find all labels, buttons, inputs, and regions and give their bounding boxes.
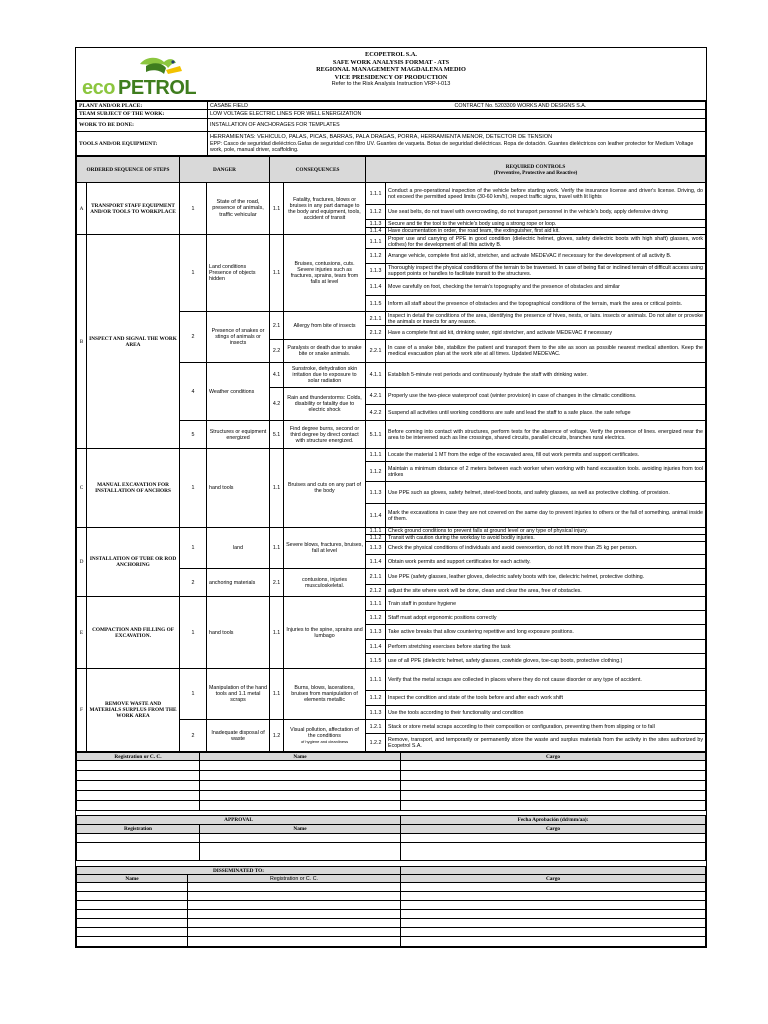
table-row xyxy=(77,235,706,249)
consequence-number: 1.1 xyxy=(270,235,284,312)
cargo-field[interactable] xyxy=(401,892,706,901)
control-text: Maintain a minimum distance of 2 meters between each worker when working with hand excavation tools. avoiding injuries from tool strikes xyxy=(386,462,706,482)
control-number: 2.1.2 xyxy=(366,585,386,597)
registration-field[interactable] xyxy=(77,781,200,791)
control-number: 1.1.1 xyxy=(366,528,386,535)
control-text: Suspend all activities until working conditions are safe and lead the staff to a safe place. the safe refuge xyxy=(386,405,706,421)
danger-number: 2 xyxy=(180,312,207,363)
control-number: 4.2.2 xyxy=(366,405,386,421)
control-text: Check ground conditions to prevent falls at ground level or any type of physical injury. xyxy=(386,528,706,535)
control-number: 1.2.1 xyxy=(366,720,386,734)
danger-number: 4 xyxy=(180,363,207,421)
control-text: Use the tools according to their functionality and condition xyxy=(386,706,706,720)
disseminated-row xyxy=(77,937,706,947)
registration-field[interactable] xyxy=(77,771,200,781)
control-text: Before coming into contact with structures, perform tests for the absence of voltage. Verify the presence of lines. energized near the area to be intervened such as line crossings, shared circuits, parallel circuits, branches rural electrics. xyxy=(386,421,706,449)
cargo-header: Cargo xyxy=(401,825,706,834)
registration-field[interactable] xyxy=(77,761,200,771)
cargo-field[interactable] xyxy=(401,843,706,861)
cargo-field[interactable] xyxy=(401,834,706,843)
name-field[interactable] xyxy=(200,801,401,811)
control-text: Transit with caution during the workday to avoid bodily injuries. xyxy=(386,535,706,542)
step-letter: E xyxy=(77,597,87,669)
control-number: 1.1.5 xyxy=(366,296,386,312)
control-number: 1.1.2 xyxy=(366,611,386,625)
col-header-consequences: CONSEQUENCES xyxy=(270,157,366,183)
name-field[interactable] xyxy=(77,883,188,892)
control-number: 1.1.4 xyxy=(366,640,386,654)
plant-label: PLANT AND/OR PLACE: xyxy=(77,102,208,110)
registration-field[interactable] xyxy=(188,892,401,901)
danger-text: Land conditions Presence of objects hidden xyxy=(207,235,270,312)
contract-value: CONTRACT No. 5203309 WORKS AND DESIGNS S.A. xyxy=(453,102,706,110)
ats-form-sheet xyxy=(75,47,707,948)
cargo-field[interactable] xyxy=(401,761,706,771)
danger-number: 1 xyxy=(180,528,207,569)
danger-text: land xyxy=(207,528,270,569)
registration-field[interactable] xyxy=(188,910,401,919)
control-number: 2.1.1 xyxy=(366,312,386,326)
approval-row xyxy=(77,843,706,861)
control-text: Staff must adopt ergonomic positions correctly xyxy=(386,611,706,625)
control-number: 2.1.2 xyxy=(366,326,386,340)
step-name: INSPECT AND SIGNAL THE WORK AREA xyxy=(87,235,180,449)
registration-field[interactable] xyxy=(188,928,401,937)
tools-line-2: EPP: Casco de seguridad dieléctrico.Gafas de seguridad con filtro UV. Guantes de vaqueta. Botas de seguridad dieléctricas. Ropa de dotación. Guantes dieléctricos con leather protector for Medium Voltage work, pole, manual driver, scaffolding. xyxy=(210,140,694,153)
control-text: Obtain work permits and support certificates for each activity. xyxy=(386,555,706,569)
disseminated-row xyxy=(77,892,706,901)
consequence-text: Bruises and cuts on any part of the body xyxy=(284,449,366,528)
cargo-field[interactable] xyxy=(401,883,706,892)
consequence-text: contusions, injuries musculoskeletal. xyxy=(284,569,366,597)
col-header-steps: ORDERED SEQUENCE OF STEPS xyxy=(77,157,180,183)
control-text: Verify that the metal scraps are collected in places where they do not cause disorder or any type of accident. xyxy=(386,669,706,691)
consequence-number: 5.1 xyxy=(270,421,284,449)
control-text: Secure and tie the tool to the vehicle's body using a strong rope or loop. xyxy=(386,220,706,228)
control-text: Use PPE such as gloves, safety helmet, steel-toed boots, and safety glasses, as well as protective clothing. of provision. xyxy=(386,482,706,504)
step-letter: A xyxy=(77,183,87,235)
control-number: 1.1.2 xyxy=(366,535,386,542)
control-number: 1.1.3 xyxy=(366,264,386,279)
danger-number: 2 xyxy=(180,569,207,597)
info-table xyxy=(76,101,706,156)
tools-label: TOOLS AND/OR EQUIPMENT: xyxy=(77,132,208,156)
control-text: In case of a snake bite, stabilize the patient and transport them to the site as soon as possible nearest medical attention. Keep the medical evacuation plan at the work site at all times. Updated MEDEVAC. xyxy=(386,340,706,363)
control-text: Take active breaks that allow countering repetitive and long exposure positions. xyxy=(386,625,706,640)
consequence-number: 1.1 xyxy=(270,669,284,720)
control-number: 1.1.4 xyxy=(366,228,386,235)
name-field[interactable] xyxy=(77,910,188,919)
disseminated-row xyxy=(77,919,706,928)
cargo-field[interactable] xyxy=(401,937,706,947)
consequence-line-small: of hygiene and cleanliness xyxy=(300,739,349,744)
plant-value: CASABE FIELD xyxy=(208,102,453,110)
cargo-field[interactable] xyxy=(401,801,706,811)
registration-field[interactable] xyxy=(77,801,200,811)
control-number: 4.2.1 xyxy=(366,388,386,405)
work-label: WORK TO BE DONE: xyxy=(77,119,208,132)
control-number: 2.1.1 xyxy=(366,569,386,585)
consequence-number: 2.1 xyxy=(270,569,284,597)
danger-text: anchoring materials xyxy=(207,569,270,597)
approval-row xyxy=(77,834,706,843)
control-number: 1.1.1 xyxy=(366,449,386,462)
team-label: TEAM SUBJECT OF THE WORK: xyxy=(77,110,208,119)
danger-text: hand tools xyxy=(207,449,270,528)
analysis-table xyxy=(76,156,706,752)
instruction-reference: Refer to the Risk Analysis Instruction VRP-I-013 xyxy=(331,81,451,88)
table-row xyxy=(77,449,706,462)
registration-field[interactable] xyxy=(188,919,401,928)
control-number: 1.1.4 xyxy=(366,555,386,569)
danger-text: State of the road, presence of animals, traffic vehicular xyxy=(207,183,270,235)
consequence-line: Visual pollution, affectation of the conditions xyxy=(290,727,359,739)
col-header-danger: DANGER xyxy=(180,157,270,183)
control-text: Perform stretching exercises before starting the task xyxy=(386,640,706,654)
registration-field[interactable] xyxy=(77,834,200,843)
col-header-controls xyxy=(366,157,706,183)
cargo-field[interactable] xyxy=(401,901,706,910)
registration-table xyxy=(76,752,706,811)
consequence-text: Burns, blows, lacerations, bruises from manipulation of elements metallic xyxy=(284,669,366,720)
name-field[interactable] xyxy=(200,843,401,861)
control-number: 1.1.3 xyxy=(366,542,386,555)
disseminated-blank xyxy=(401,867,706,875)
consequence-text: Paralysis or death due to snake bite or snake animals. xyxy=(284,340,366,363)
disseminated-title: DISSEMINATED TO: xyxy=(77,867,401,875)
control-text: Use seat belts, do not travel with overcrowding, do not transport personnel in the vehicle's body, apply defensive driving xyxy=(386,205,706,220)
control-text: Move carefully on foot, checking the terrain's topography and the presence of obstacles and similar xyxy=(386,279,706,296)
registration-field[interactable] xyxy=(188,901,401,910)
tools-line-1: HERRAMIENTAS: VEHICULO, PALAS, PICAS, BARRAS, PALA DRAGAS, PORRA, HERRAMIENTA MENOR, DETECTOR DE TENSION xyxy=(210,134,553,141)
danger-text: Structures or equipment energized xyxy=(207,421,270,449)
controls-title: REQUIRED CONTROLS xyxy=(505,163,566,170)
control-number: 1.1.4 xyxy=(366,504,386,528)
name-field[interactable] xyxy=(200,834,401,843)
danger-number: 5 xyxy=(180,421,207,449)
consequence-text: Allergy from bite of insects xyxy=(284,312,366,340)
control-number: 1.1.2 xyxy=(366,249,386,264)
table-row xyxy=(77,528,706,535)
cargo-field[interactable] xyxy=(401,791,706,801)
control-number: 1.1.1 xyxy=(366,669,386,691)
control-number: 1.1.1 xyxy=(366,183,386,205)
consequence-number: 1.1 xyxy=(270,528,284,569)
name-field[interactable] xyxy=(77,928,188,937)
name-header: Name xyxy=(200,825,401,834)
consequence-number: 1.1 xyxy=(270,597,284,669)
control-text: Establish 5-minute rest periods and continuously hydrate the staff with drinking water. xyxy=(386,363,706,388)
control-text: use of all PPE (dielectric helmet, safety glasses, cowhide gloves, toe-cap boots, protective clothing.) xyxy=(386,654,706,669)
registration-field[interactable] xyxy=(77,791,200,801)
control-text: Have documentation in order, the road team, the extinguisher, first aid kit. xyxy=(386,228,706,235)
cargo-field[interactable] xyxy=(401,928,706,937)
name-field[interactable] xyxy=(200,791,401,801)
controls-subtitle: (Preventive, Protective and Reactive) xyxy=(493,169,578,176)
cargo-field[interactable] xyxy=(401,919,706,928)
column-header-row xyxy=(77,157,706,183)
control-text: Conduct a pre-operational inspection of the vehicle before starting work. Verify the insurance license and driver's license. Driving, do not exceed the permitted speed limits (30-60 km/h), respect traffic signs, travel with lit lights xyxy=(386,183,706,205)
control-text: Use PPE (safety glasses, leather gloves, dielectric safety boots with toe, dielectric helmet, protective clothing. xyxy=(386,569,706,585)
cargo-field[interactable] xyxy=(401,910,706,919)
control-number: 1.1.2 xyxy=(366,462,386,482)
approval-date-label: Fecha Aprobación (dd/mm/aa): xyxy=(401,816,706,825)
control-number: 1.1.2 xyxy=(366,205,386,220)
consequence-number: 1.1 xyxy=(270,183,284,235)
danger-number: 1 xyxy=(180,235,207,312)
danger-number: 1 xyxy=(180,597,207,669)
approval-title: APPROVAL xyxy=(77,816,401,825)
disseminated-row xyxy=(77,901,706,910)
consequence-text xyxy=(284,720,366,752)
control-number: 1.1.1 xyxy=(366,597,386,611)
name-field[interactable] xyxy=(77,901,188,910)
danger-number: 1 xyxy=(180,669,207,720)
control-text: Inform all staff about the presence of obstacles and the topographical conditions of the terrain, mark the area or critical points. xyxy=(386,296,706,312)
danger-number: 2 xyxy=(180,720,207,752)
disseminated-table xyxy=(76,866,706,947)
tools-value xyxy=(208,132,706,156)
danger-text: Weather conditions xyxy=(207,363,270,421)
control-number: 4.1.1 xyxy=(366,363,386,388)
cargo-field[interactable] xyxy=(401,781,706,791)
control-text: Check the physical conditions of individuals and avoid overexertion, do not lift more than 25 kg per person. xyxy=(386,542,706,555)
control-text: Arrange vehicle, complete first aid kit, stretcher, and activate MEDEVAC if necessary for the development of all activity B. xyxy=(386,249,706,264)
step-letter: D xyxy=(77,528,87,597)
step-letter: F xyxy=(77,669,87,752)
danger-number: 1 xyxy=(180,183,207,235)
control-number: 1.1.3 xyxy=(366,220,386,228)
control-text: Inspect the condition and state of the tools before and after each work shift xyxy=(386,691,706,706)
consequence-number: 4.1 xyxy=(270,363,284,388)
registration-header: Registration xyxy=(77,825,200,834)
name-header: Name xyxy=(77,875,188,883)
signature-row xyxy=(77,781,706,791)
table-row xyxy=(77,669,706,691)
approval-table xyxy=(76,815,706,861)
control-number: 1.1.1 xyxy=(366,235,386,249)
header-titles xyxy=(76,51,706,88)
signature-row xyxy=(77,791,706,801)
registration-field[interactable] xyxy=(188,883,401,892)
control-text: Mark the excavations in case they are not covered on the same day to prevent injuries to others or the fall of something. animal inside of them. xyxy=(386,504,706,528)
name-field[interactable] xyxy=(77,919,188,928)
consequence-text: Severe blows, fractures, bruises, fall at level xyxy=(284,528,366,569)
control-text: Proper use and carrying of PPE in good condition (dielectric helmet, gloves, safety dielectric boots with high shaft) glasses, work clothes) for the development of all this activity B. xyxy=(386,235,706,249)
control-number: 2.2.1 xyxy=(366,340,386,363)
svg-text:eco: eco xyxy=(82,77,115,98)
table-row xyxy=(77,183,706,205)
name-field[interactable] xyxy=(200,761,401,771)
step-letter: C xyxy=(77,449,87,528)
danger-number: 1 xyxy=(180,449,207,528)
consequence-number: 2.2 xyxy=(270,340,284,363)
name-field[interactable] xyxy=(77,937,188,947)
danger-text: Manipulation of the hand tools and 1.1 metal scraps xyxy=(207,669,270,720)
svg-text:PETROL: PETROL xyxy=(118,77,197,98)
step-name: MANUAL EXCAVATION FOR INSTALLATION OF ANCHORS xyxy=(87,449,180,528)
registration-cc-header: Registration or C. C. xyxy=(188,875,401,883)
table-row xyxy=(77,597,706,611)
name-header: Name xyxy=(200,753,401,761)
danger-text: hand tools xyxy=(207,597,270,669)
control-number: 1.2.2 xyxy=(366,734,386,752)
consequence-text: Sunstroke, dehydration skin irritation due to exposure to solar radiation xyxy=(284,363,366,388)
name-field[interactable] xyxy=(200,781,401,791)
cargo-field[interactable] xyxy=(401,771,706,781)
step-name: TRANSPORT STAFF EQUIPMENT AND/OR TOOLS TO WORKPLACE xyxy=(87,183,180,235)
control-text: Inspect in detail the conditions of the area, identifying the presence of hives, nests, or lairs. insects or animals. Do not alter or provoke the animals or insects for any reason. xyxy=(386,312,706,326)
registration-cc-header: Registration or C. C. xyxy=(77,753,200,761)
disseminated-row xyxy=(77,928,706,937)
control-number: 1.1.3 xyxy=(366,706,386,720)
disseminated-row xyxy=(77,883,706,892)
consequence-number: 2.1 xyxy=(270,312,284,340)
consequence-number: 1.1 xyxy=(270,449,284,528)
danger-text: Presence of snakes or stings of animals or insects xyxy=(207,312,270,363)
cargo-header: Cargo xyxy=(401,875,706,883)
step-name: INSTALLATION OF TUBE OR ROD ANCHORING xyxy=(87,528,180,597)
control-text: Train staff in posture hygiene xyxy=(386,597,706,611)
registration-field[interactable] xyxy=(188,937,401,947)
control-text: Properly use the two-piece waterproof coat (winter provision) in case of changes in the climatic conditions. xyxy=(386,388,706,405)
signature-row xyxy=(77,771,706,781)
form-header xyxy=(76,48,706,101)
disseminated-row xyxy=(77,910,706,919)
danger-text: Inadequate disposal of waste xyxy=(207,720,270,752)
control-text: Stack or store metal scraps according to their composition or configuration, preventing them from slipping or to fall xyxy=(386,720,706,734)
signature-row xyxy=(77,801,706,811)
consequence-text: Rain and thunderstorms: Colds, disability or fatality due to electric shock xyxy=(284,388,366,421)
control-number: 1.1.3 xyxy=(366,482,386,504)
control-number: 1.1.4 xyxy=(366,279,386,296)
control-number: 1.1.2 xyxy=(366,691,386,706)
control-number: 5.1.1 xyxy=(366,421,386,449)
registration-field[interactable] xyxy=(77,843,200,861)
vice-presidency: VICE PRESIDENCY OF PRODUCTION xyxy=(334,73,448,81)
consequence-text: Injuries to the spine, sprains and lumbago xyxy=(284,597,366,669)
control-text: Thoroughly inspect the physical conditions of the terrain to be traversed. In case of being flat or inclined terrain of difficult access using support points or handles to facilitate transit to the structures. xyxy=(386,264,706,279)
step-name: COMPACTION AND FILLING OF EXCAVATION. xyxy=(87,597,180,669)
format-title: SAFE WORK ANALYSIS FORMAT - ATS xyxy=(332,58,450,66)
management-name: REGIONAL MANAGEMENT MAGDALENA MEDIO xyxy=(316,66,466,74)
signature-row xyxy=(77,761,706,771)
consequence-text: Fatality, fractures, blows or bruises in any part damage to the body and equipment, tools, accident of transit xyxy=(284,183,366,235)
control-number: 1.1.5 xyxy=(366,654,386,669)
consequence-number: 4.2 xyxy=(270,388,284,421)
control-text: Have a complete first aid kit, drinking water, rigid stretcher, and activate MEDEVAC if necessary xyxy=(386,326,706,340)
consequence-text: Find degree burns, second or third degree by direct contact with structure energized. xyxy=(284,421,366,449)
step-letter: B xyxy=(77,235,87,449)
team-value: LOW VOLTAGE ELECTRIC LINES FOR WELL ENERGIZATION xyxy=(208,110,706,119)
cargo-header: Cargo xyxy=(401,753,706,761)
company-name: ECOPETROL S.A. xyxy=(365,51,417,58)
control-number: 1.1.3 xyxy=(366,625,386,640)
consequence-number: 1.2 xyxy=(270,720,284,752)
name-field[interactable] xyxy=(77,892,188,901)
name-field[interactable] xyxy=(200,771,401,781)
control-text: Remove, transport, and temporarily or permanently store the waste and surplus materials from the activity in the sites authorized by Ecopetrol S.A. xyxy=(386,734,706,752)
work-value: INSTALLATION OF ANCHORAGES FOR TEMPLATES xyxy=(208,119,706,132)
control-text: Locate the material 1 MT from the edge of the excavated area, fill out work permits and support certificates. xyxy=(386,449,706,462)
consequence-text: Bruises, contusions, cuts. Severe injuries such as fractures, sprains, tears from falls at level xyxy=(284,235,366,312)
control-text: adjust the site where work will be done, clean and clear the area, free of obstacles. xyxy=(386,585,706,597)
step-name: REMOVE WASTE AND MATERIALS SURPLUS FROM THE WORK AREA xyxy=(87,669,180,752)
